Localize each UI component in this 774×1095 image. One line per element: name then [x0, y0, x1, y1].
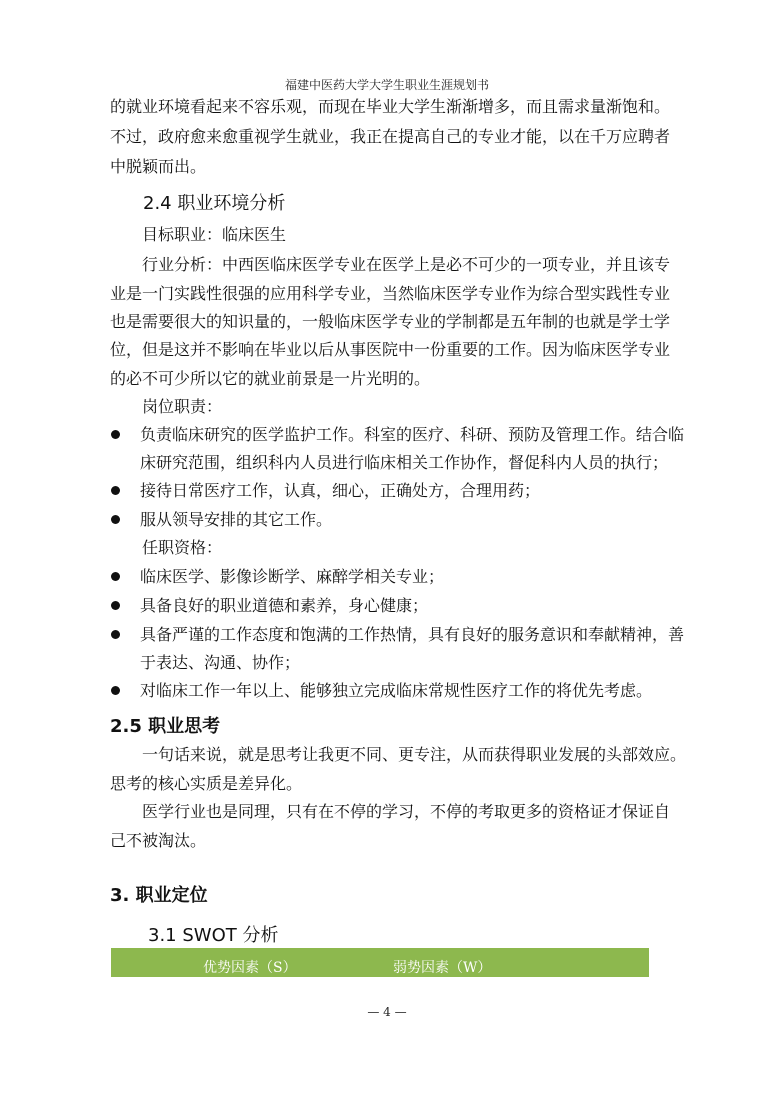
thinking-para-2-line-2: 己不被淘汰。: [110, 831, 207, 850]
bullet-icon: [111, 686, 120, 695]
duty-1-line-2: 床研究范围，组织科内人员进行临床相关工作协作，督促科内人员的执行；: [140, 453, 669, 472]
analysis-line-2: 业是一门实践性很强的应用科学专业，当然临床医学专业作为综合型实践性专业: [110, 284, 671, 303]
bullet-icon: [111, 515, 120, 524]
qual-3-line-2: 于表达、沟通、协作；: [140, 653, 301, 672]
duties-label: 岗位职责：: [142, 397, 223, 416]
analysis-line-5: 的必不可少所以它的就业前景是一片光明的。: [110, 369, 431, 388]
section-3-1-title: 3.1 SWOT 分析: [148, 925, 279, 946]
thinking-para-1-line-1: 一句话来说，就是思考让我更不同、更专注，从而获得职业发展的头部效应。: [142, 745, 687, 764]
analysis-line-4: 位，但是这并不影响在毕业以后从事医院中一份重要的工作。因为临床医学专业: [110, 340, 671, 359]
intro-line-3: 中脱颖而出。: [110, 157, 207, 176]
section-2-4-title: 2.4 职业环境分析: [143, 193, 286, 214]
qualifications-label: 任职资格：: [142, 538, 223, 557]
analysis-line-3: 也是需要很大的知识量的，一般临床医学专业的学制都是五年制的也就是学士学: [110, 312, 671, 331]
page-header: 福建中医药大学大学生职业生涯规划书: [284, 78, 489, 92]
intro-line-2: 不过，政府愈来愈重视学生就业，我正在提高自己的专业才能，以在千万应聘者: [110, 127, 671, 146]
duty-3: 服从领导安排的其它工作。: [140, 510, 333, 529]
swot-table-header: [111, 948, 649, 977]
bullet-icon: [111, 486, 120, 495]
qual-3-line-1: 具备严谨的工作态度和饱满的工作热情，具有良好的服务意识和奉献精神，善: [140, 625, 685, 644]
duty-1-line-1: 负责临床研究的医学监护工作。科室的医疗、科研、预防及管理工作。结合临: [140, 425, 685, 444]
bullet-icon: [111, 572, 120, 581]
thinking-para-2-line-1: 医学行业也是同理，只有在不停的学习，不停的考取更多的资格证才保证自: [142, 802, 671, 821]
analysis-line-1: 行业分析：中西医临床医学专业在医学上是必不可少的一项专业，并且该专: [142, 255, 671, 274]
qual-1: 临床医学、影像诊断学、麻醉学相关专业；: [140, 567, 445, 586]
bullet-icon: [111, 601, 120, 610]
bullet-icon: [111, 630, 120, 639]
intro-line-1: 的就业环境看起来不容乐观，而现在毕业大学生渐渐增多，而且需求量渐饱和。: [110, 97, 671, 116]
thinking-para-1-line-2: 思考的核心实质是差异化。: [110, 774, 303, 793]
bullet-icon: [111, 430, 120, 439]
swot-strengths-header: 优势因素（S）: [203, 960, 297, 976]
qual-4: 对临床工作一年以上、能够独立完成临床常规性医疗工作的将优先考虑。: [140, 681, 653, 700]
target-career: 目标职业：临床医生: [142, 225, 287, 244]
section-3-title: 3. 职业定位: [110, 885, 208, 906]
page-number: — 4 —: [367, 1005, 407, 1019]
qual-2: 具备良好的职业道德和素养，身心健康；: [140, 596, 429, 615]
duty-2: 接待日常医疗工作，认真，细心，正确处方，合理用药；: [140, 481, 541, 500]
section-2-5-title: 2.5 职业思考: [110, 716, 221, 737]
swot-weaknesses-header: 弱势因素（W）: [393, 960, 492, 976]
